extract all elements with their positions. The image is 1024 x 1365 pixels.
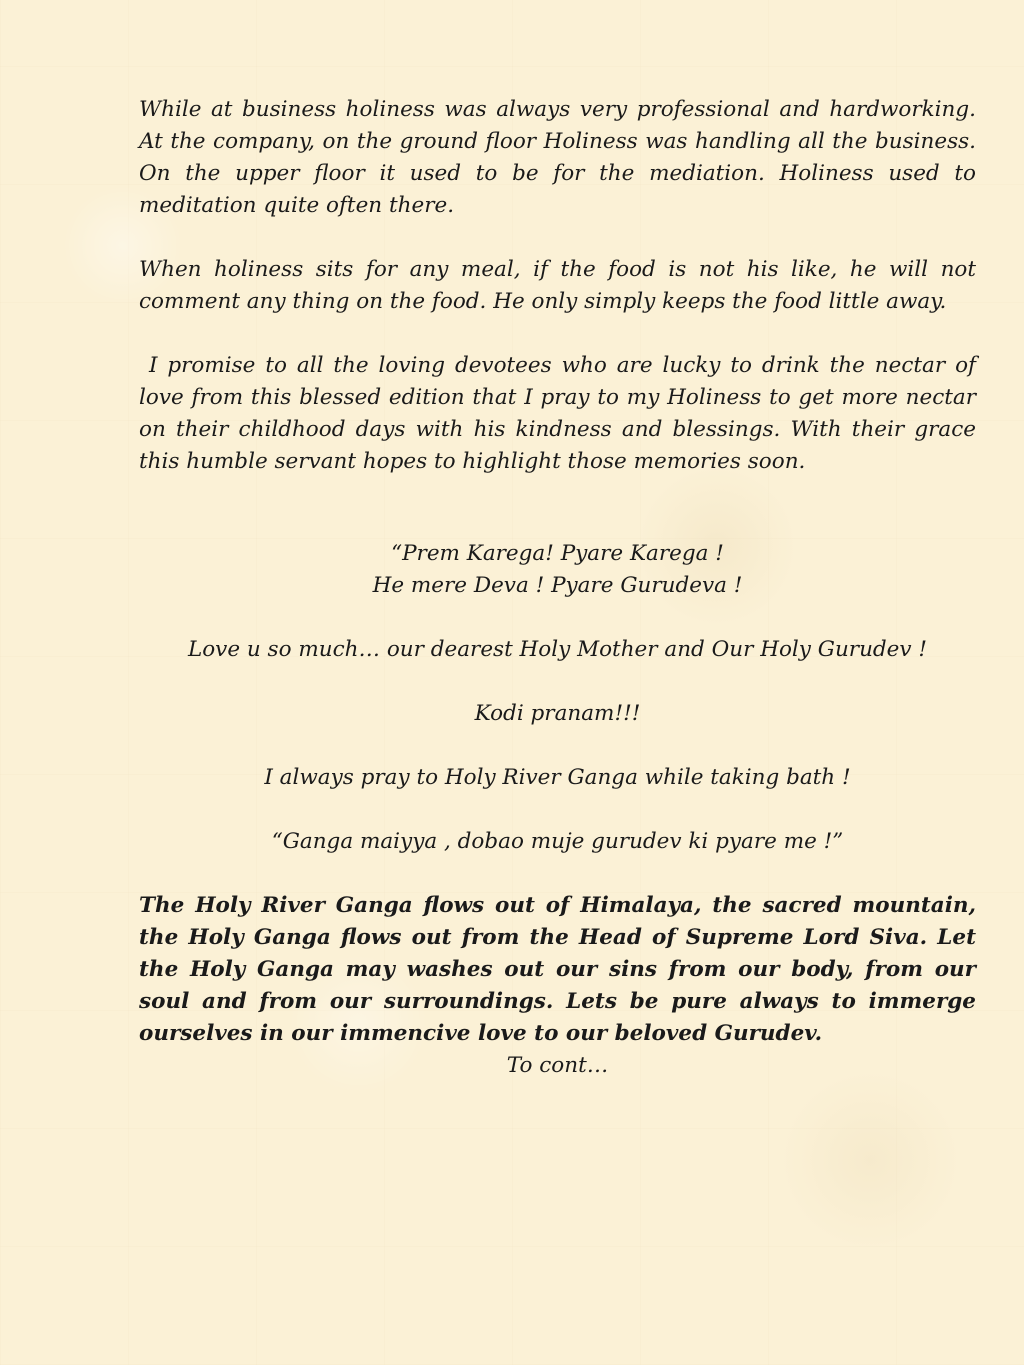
paragraph-meal: When holiness sits for any meal, if the food is not his like, he will not comment any thing on the food. He only simply keeps the food little away.	[139, 257, 976, 314]
pray-line: I always pray to Holy River Ganga while taking bath !	[264, 765, 851, 790]
song-line-1: “Prem Karega! Pyare Karega !	[391, 541, 724, 566]
to-continue: To cont…	[506, 1053, 609, 1078]
spacer	[139, 318, 976, 350]
spacer	[139, 794, 976, 826]
spacer	[139, 858, 976, 890]
spacer	[139, 666, 976, 698]
love-line: Love u so much… our dearest Holy Mother and Our Holy Gurudev !	[187, 637, 928, 662]
closing-paragraph: The Holy River Ganga flows out of Himalaya, the sacred mountain, the Holy Ganga flows out from the Head of Supreme Lord Siva. Let the Holy Ganga may washes out our sins from our body, from our soul and from our surroundings. Lets be pure always to immerge ourselves in our immencive love to our beloved Gurudev.	[139, 893, 976, 1046]
song-line-2: He mere Deva ! Pyare Gurudeva !	[372, 573, 743, 598]
spacer	[139, 222, 976, 254]
spacer	[139, 730, 976, 762]
paragraph-business: While at business holiness was always very professional and hardworking. At the company, on the ground floor Holiness was handling all the business. On the upper floor it used to be for the mediation. Holiness used to meditation quite often there.	[139, 97, 976, 218]
pranam-line: Kodi pranam!!!	[474, 701, 641, 726]
spacer	[139, 602, 976, 634]
document-page	[139, 94, 983, 1082]
spacer	[139, 478, 976, 538]
ganga-quote: “Ganga maiyya , dobao muje gurudev ki pyare me !”	[271, 829, 844, 854]
paragraph-promise: I promise to all the loving devotees who are lucky to drink the nectar of love from this blessed edition that I pray to my Holiness to get more nectar on their childhood days with his kindness and blessings. With their grace this humble servant hopes to highlight those memories soon.	[139, 353, 983, 474]
